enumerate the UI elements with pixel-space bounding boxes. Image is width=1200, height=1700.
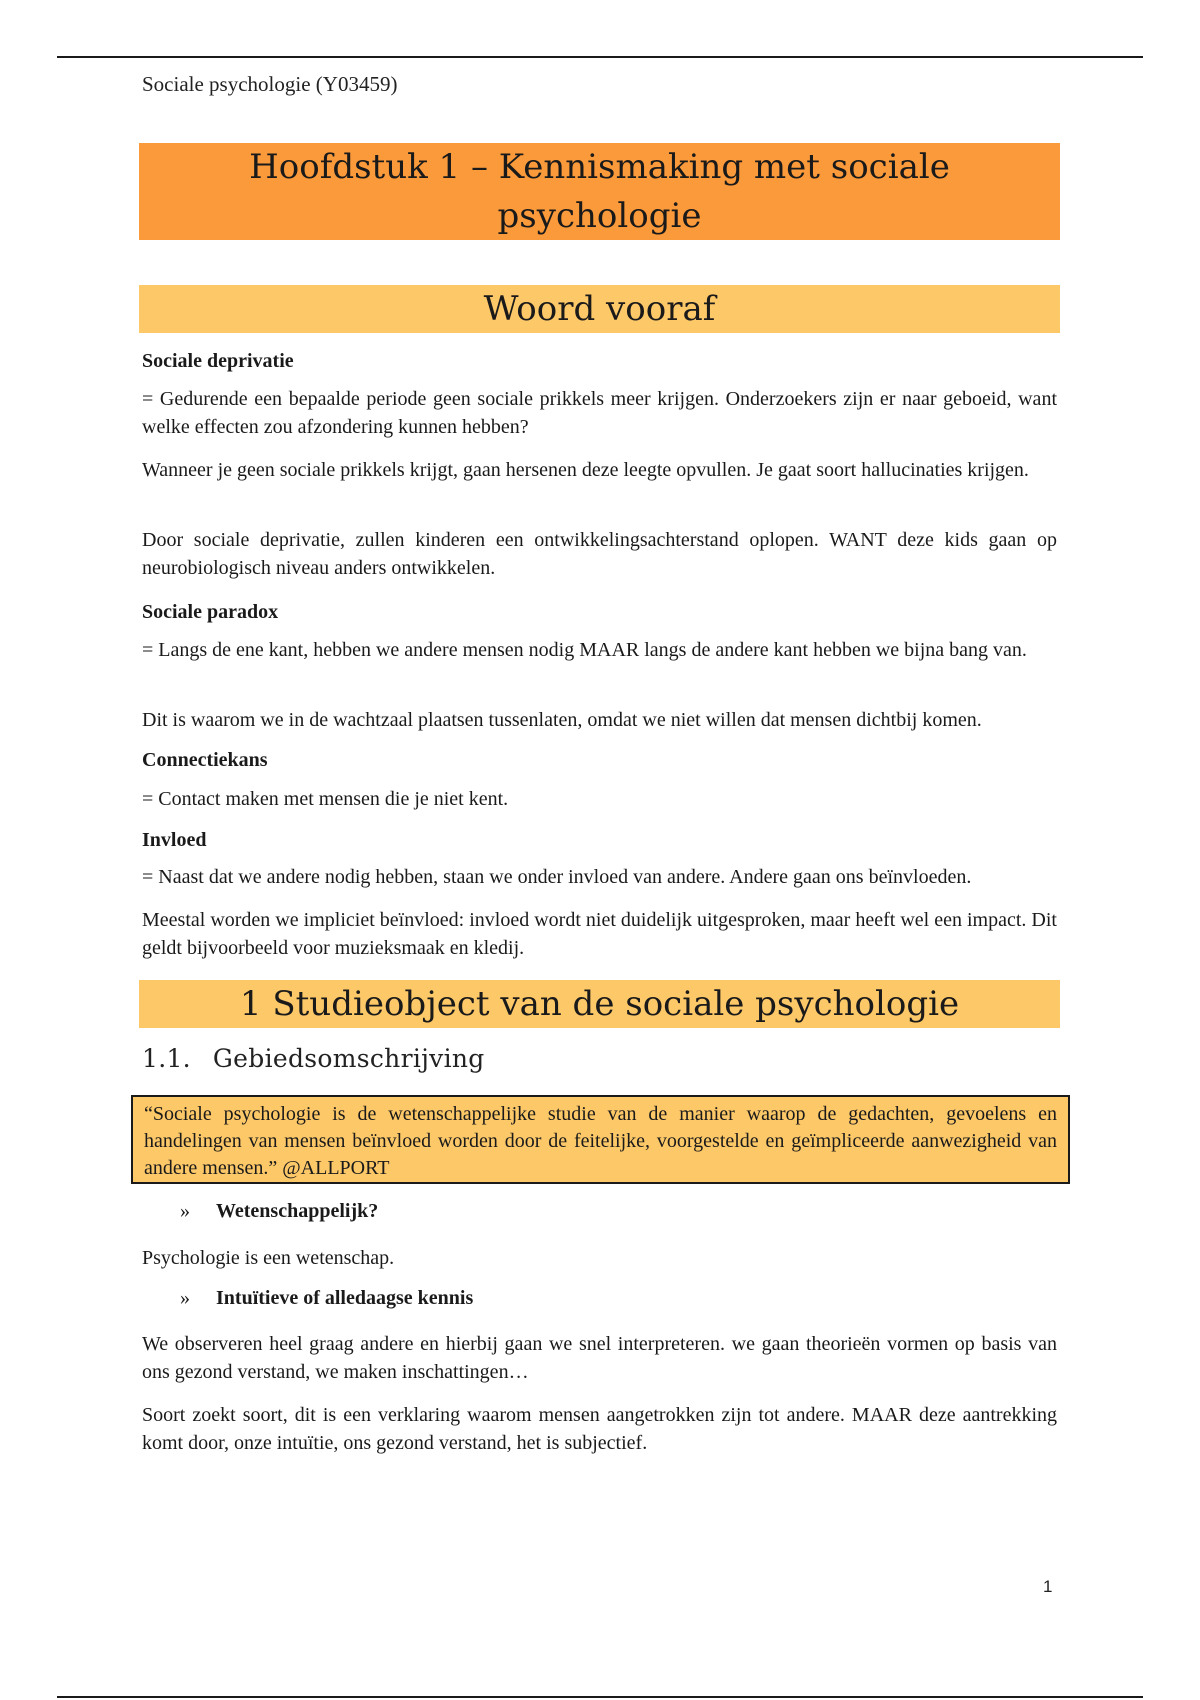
paragraph: Soort zoekt soort, dit is een verklaring waarom mensen aangetrokken zijn tot andere. MAAR deze aantrekking komt door, onze intuïtie, ons gezond verstand, het is subjectief. (142, 1404, 1057, 1454)
paragraph: Meestal worden we impliciet beïnvloed: invloed wordt niet duidelijk uitgesproken, maar heeft wel een impact. Dit geldt bijvoorbeeld voor muzieksmaak en kledij. (142, 909, 1057, 959)
paragraph: Dit is waarom we in de wachtzaal plaatsen tussenlaten, omdat we niet willen dat mensen dichtbij komen. (142, 709, 982, 731)
subsection-title: Gebiedsomschrijving (212, 1044, 485, 1073)
definition-quote-box: “Sociale psychologie is de wetenschappelijke studie van de manier waarop de gedachten, gevoelens en handelingen van mensen beïnvloed worden door de feitelijke, voorgestelde en geïmpliceerde aanwezigheid van andere mensen.” @ALLPORT (131, 1095, 1070, 1184)
paragraph: Wanneer je geen sociale prikkels krijgt, gaan hersenen deze leegte opvullen. Je gaat soort hallucinaties krijgen. (142, 459, 1029, 481)
paragraph: = Naast dat we andere nodig hebben, staan we onder invloed van andere. Andere gaan ons beïnvloeden. (142, 866, 972, 888)
chapter-title-banner (139, 143, 1060, 240)
paragraph: We observeren heel graag andere en hierbij gaan we snel interpreteren. we gaan theorieën vormen op basis van ons gezond verstand, we maken inschattingen… (142, 1333, 1057, 1383)
bullet-mark: » (180, 1200, 190, 1222)
paragraph: = Contact maken met mensen die je niet kent. (142, 788, 509, 810)
paragraph: = Langs de ene kant, hebben we andere mensen nodig MAAR langs de andere kant hebben we bijna bang van. (142, 639, 1027, 661)
section-1-heading: 1 Studieobject van de sociale psychologie (139, 980, 1060, 1028)
bullet-label: Intuïtieve of alledaagse kennis (216, 1287, 474, 1309)
bullet-wetenschappelijk (180, 1200, 378, 1223)
subsection-number: 1.1. (142, 1044, 191, 1073)
chapter-title-line-1: Hoofdstuk 1 – Kennismaking met sociale (249, 147, 950, 187)
bullet-label: Wetenschappelijk? (216, 1200, 379, 1222)
paragraph: Door sociale deprivatie, zullen kinderen een ontwikkelingsachterstand oplopen. WANT deze kids gaan op neurobiologisch niveau anders ontwikkelen. (142, 529, 1057, 579)
term-sociale-paradox: Sociale paradox (142, 601, 279, 623)
bullet-mark: » (180, 1287, 190, 1309)
subsection-heading (142, 1044, 485, 1073)
running-header: Sociale psychologie (Y03459) (142, 72, 398, 96)
term-connectiekans: Connectiekans (142, 749, 268, 771)
paragraph: Psychologie is een wetenschap. (142, 1247, 395, 1269)
page-number: 1 (1043, 1577, 1053, 1596)
woord-vooraf-heading: Woord vooraf (139, 285, 1060, 333)
paragraph: = Gedurende een bepaalde periode geen sociale prikkels meer krijgen. Onderzoekers zijn er naar geboeid, want welke effecten zou afzondering kunnen hebben? (142, 388, 1057, 438)
chapter-title-line-2: psychologie (497, 196, 702, 236)
bottom-rule (57, 1696, 1143, 1698)
top-rule (57, 56, 1143, 58)
bullet-intuitieve-kennis (180, 1287, 473, 1310)
term-sociale-deprivatie: Sociale deprivatie (142, 350, 294, 372)
term-invloed: Invloed (142, 829, 207, 851)
